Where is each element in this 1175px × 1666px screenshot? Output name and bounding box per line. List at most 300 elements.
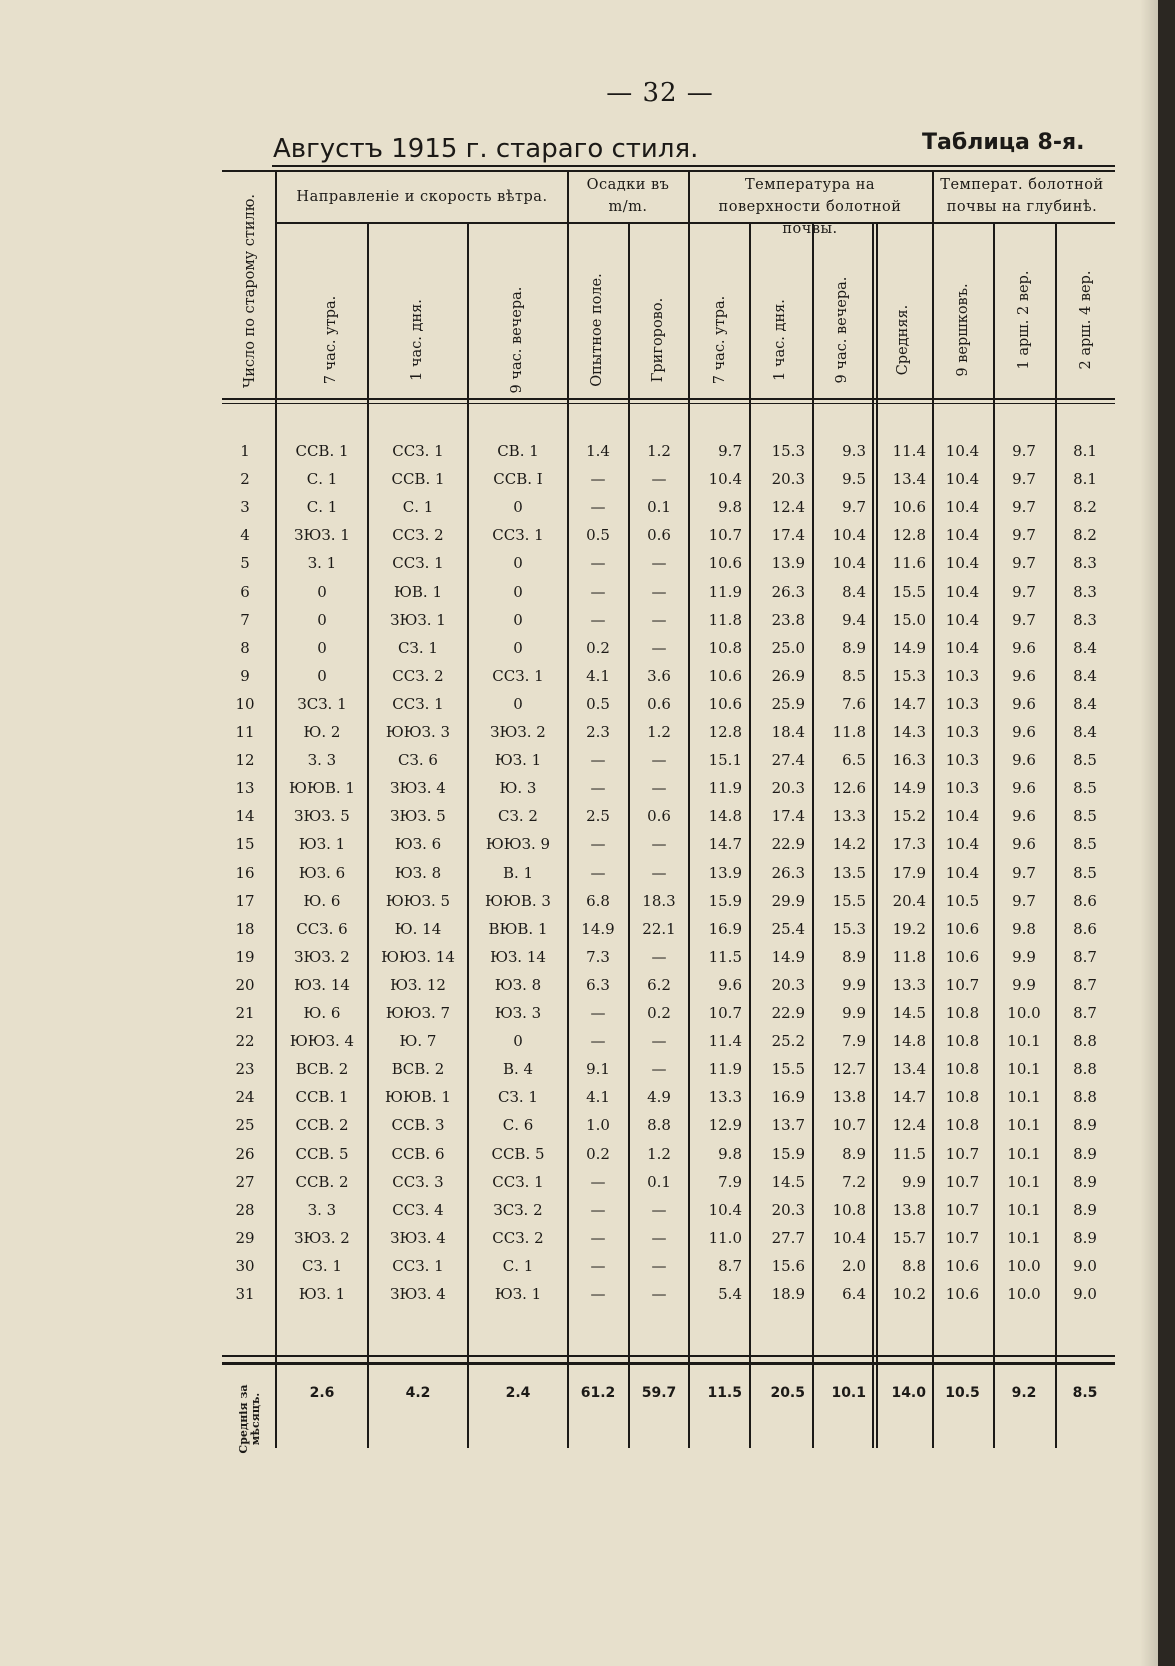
cell-wind-9pm: ЮЗ. 14 — [490, 947, 546, 966]
cell-depth-1a2v: 10.1 — [1007, 1144, 1041, 1163]
cell-surface-7am: 15.1 — [708, 751, 742, 770]
cell-surface-1pm: 20.3 — [771, 779, 805, 798]
cell-surface-9pm: 14.2 — [832, 835, 866, 854]
avg-surface-7am: 11.5 — [707, 1385, 742, 1401]
cell-surface-7am: 9.8 — [718, 1144, 742, 1163]
cell-surface-9pm: 12.7 — [832, 1060, 866, 1079]
cell-precip-field: 9.1 — [586, 1060, 610, 1079]
cell-wind-1pm: ССЗ. 1 — [392, 1256, 444, 1275]
cell-day: 30 — [235, 1256, 255, 1275]
cell-surface-9pm: 13.5 — [832, 863, 866, 882]
cell-precip-grigorovo: 8.8 — [647, 1116, 671, 1135]
averages-label: Среднія за мѣсяцъ. — [237, 1384, 262, 1454]
cell-precip-field: 2.3 — [586, 723, 610, 741]
page-edge-shadow — [1140, 0, 1158, 1666]
cell-depth-1a2v: 9.7 — [1012, 554, 1036, 573]
cell-wind-9pm: ЮЮВ. 3 — [485, 891, 551, 910]
cell-surface-1pm: 13.9 — [771, 554, 805, 573]
avg-depth-1a2v: 9.2 — [1011, 1385, 1037, 1401]
cell-surface-7am: 9.6 — [718, 975, 742, 994]
avg-wind-1pm: 4.2 — [405, 1385, 431, 1401]
cell-surface-7am: 12.9 — [708, 1116, 742, 1135]
cell-wind-7am: С. 1 — [306, 498, 338, 517]
cell-depth-9v: 10.4 — [945, 863, 980, 882]
cell-depth-2a4v: 8.6 — [1073, 891, 1097, 910]
cell-precip-field: 6.8 — [586, 891, 610, 910]
cell-surface-mean: 12.8 — [892, 526, 926, 545]
avg-surface-mean: 14.0 — [891, 1385, 926, 1401]
cell-surface-7am: 10.8 — [708, 638, 742, 657]
cell-surface-mean: 14.9 — [892, 638, 926, 657]
cell-depth-2a4v: 8.1 — [1073, 442, 1097, 460]
cell-wind-7am: Ю. 6 — [303, 1004, 341, 1022]
cell-wind-1pm: ЗЮЗ. 4 — [390, 1285, 446, 1303]
cell-depth-9v: 10.8 — [945, 1088, 980, 1107]
cell-precip-grigorovo: — — [651, 1200, 667, 1219]
header-bottom-rule — [222, 398, 1115, 400]
cell-day: 17 — [235, 891, 255, 910]
page-number: — 32 — — [606, 78, 714, 108]
cell-surface-7am: 16.9 — [708, 919, 742, 938]
cell-precip-field: 2.5 — [586, 807, 610, 826]
cell-depth-9v: 10.8 — [945, 1116, 980, 1135]
cell-day: 9 — [240, 666, 250, 685]
cell-wind-7am: Ю. 2 — [303, 723, 341, 741]
cell-depth-9v: 10.4 — [945, 442, 980, 460]
cell-wind-1pm: ЮВ. 1 — [393, 582, 442, 601]
cell-wind-7am: СЗ. 1 — [302, 1256, 342, 1275]
cell-wind-1pm: С. 1 — [402, 498, 434, 517]
cell-surface-mean: 11.5 — [892, 1144, 926, 1163]
cell-surface-9pm: 10.7 — [832, 1116, 866, 1135]
cell-surface-mean: 14.5 — [892, 1004, 926, 1022]
cell-precip-grigorovo: — — [651, 835, 667, 854]
avg-surface-1pm: 20.5 — [770, 1385, 805, 1401]
cell-wind-1pm: ССЗ. 1 — [392, 554, 444, 573]
cell-day: 31 — [235, 1285, 255, 1303]
avg-depth-9v: 10.5 — [945, 1385, 980, 1401]
cell-wind-1pm: ЮЮВ. 1 — [385, 1088, 451, 1107]
surface-group-header: Температура на поверхности болотной почвы. — [718, 177, 902, 237]
cell-surface-mean: 15.3 — [892, 666, 926, 685]
cell-surface-mean: 13.4 — [892, 1060, 926, 1079]
cell-day: 13 — [235, 779, 255, 798]
cell-wind-7am: 0 — [317, 610, 327, 629]
cell-precip-grigorovo: — — [651, 638, 667, 657]
cell-surface-7am: 13.9 — [708, 863, 742, 882]
cell-surface-1pm: 25.9 — [771, 694, 805, 713]
cell-precip-field: 0.5 — [586, 694, 610, 713]
cell-depth-1a2v: 9.6 — [1012, 807, 1036, 826]
cell-precip-grigorovo: — — [651, 582, 667, 601]
cell-surface-7am: 10.7 — [708, 1004, 742, 1022]
cell-surface-mean: 15.2 — [892, 807, 926, 826]
surface-1pm-header: 1 час. дня. — [772, 299, 788, 381]
cell-wind-1pm: ЗЮЗ. 1 — [390, 610, 446, 629]
cell-precip-grigorovo: — — [651, 779, 667, 798]
cell-surface-9pm: 10.8 — [832, 1200, 866, 1219]
cell-wind-7am: ЮЗ. 6 — [298, 863, 346, 882]
cell-depth-2a4v: 8.5 — [1073, 779, 1097, 798]
cell-surface-mean: 15.0 — [892, 610, 926, 629]
table-label: Таблица 8-я. — [922, 130, 1085, 155]
cell-depth-9v: 10.3 — [945, 751, 980, 770]
cell-precip-field: 14.9 — [581, 919, 615, 938]
cell-surface-1pm: 20.3 — [771, 1200, 805, 1219]
cell-surface-9pm: 2.0 — [842, 1256, 866, 1275]
cell-precip-grigorovo: — — [651, 554, 667, 573]
cell-depth-1a2v: 9.8 — [1012, 919, 1036, 938]
depth-1a2v-header: 1 арш. 2 вер. — [1016, 270, 1032, 370]
cell-depth-1a2v: 9.7 — [1012, 582, 1036, 601]
cell-precip-grigorovo: — — [651, 1256, 667, 1275]
cell-precip-grigorovo: 4.9 — [647, 1088, 671, 1107]
cell-wind-1pm: ССЗ. 4 — [392, 1200, 444, 1219]
cell-depth-9v: 10.8 — [945, 1004, 980, 1022]
cell-surface-1pm: 13.7 — [771, 1116, 805, 1135]
cell-precip-grigorovo: — — [651, 1032, 667, 1051]
cell-depth-2a4v: 8.4 — [1073, 694, 1097, 713]
cell-wind-1pm: ЮЮЗ. 7 — [385, 1004, 451, 1022]
cell-precip-field: 0.2 — [586, 638, 610, 657]
cell-depth-2a4v: 8.8 — [1073, 1088, 1097, 1107]
cell-precip-grigorovo: 1.2 — [647, 442, 671, 460]
cell-depth-9v: 10.4 — [945, 582, 980, 601]
cell-surface-1pm: 26.3 — [771, 863, 805, 882]
column-divider — [872, 222, 874, 1448]
cell-precip-grigorovo: — — [651, 1285, 667, 1303]
cell-precip-field: — — [590, 1228, 606, 1247]
cell-precip-grigorovo: 0.1 — [647, 1172, 671, 1191]
cell-surface-9pm: 10.4 — [832, 554, 866, 573]
cell-wind-9pm: 0 — [513, 638, 523, 657]
cell-precip-field: — — [590, 1032, 606, 1051]
cell-wind-9pm: Ю. 3 — [499, 779, 537, 798]
cell-wind-9pm: ЮЗ. 3 — [494, 1004, 542, 1022]
cell-wind-1pm: ЗЮЗ. 4 — [390, 779, 446, 798]
cell-depth-2a4v: 8.1 — [1073, 470, 1097, 489]
cell-depth-2a4v: 8.4 — [1073, 723, 1097, 741]
cell-depth-1a2v: 10.1 — [1007, 1116, 1041, 1135]
cell-wind-9pm: ЗЮЗ. 2 — [490, 723, 546, 741]
cell-depth-9v: 10.6 — [945, 919, 980, 938]
cell-precip-grigorovo: 1.2 — [647, 1144, 671, 1163]
cell-precip-grigorovo: 3.6 — [647, 666, 671, 685]
cell-wind-1pm: ЮЮЗ. 3 — [385, 723, 451, 741]
cell-depth-1a2v: 10.1 — [1007, 1200, 1041, 1219]
cell-precip-grigorovo: 0.2 — [647, 1004, 671, 1022]
precip-field-header: Опытное поле. — [589, 273, 605, 387]
table-top-rule — [222, 170, 1115, 172]
cell-wind-1pm: ССЗ. 1 — [392, 694, 444, 713]
body-bottom-rule — [222, 1355, 1115, 1357]
cell-depth-9v: 10.4 — [945, 610, 980, 629]
cell-precip-field: — — [590, 751, 606, 770]
cell-surface-9pm: 9.4 — [842, 610, 866, 629]
cell-wind-9pm: В. 1 — [502, 863, 534, 882]
cell-wind-7am: ВСВ. 2 — [295, 1060, 349, 1079]
cell-wind-1pm: ЮЗ. 8 — [394, 863, 442, 882]
cell-precip-grigorovo: — — [651, 1228, 667, 1247]
cell-surface-9pm: 9.5 — [842, 470, 866, 489]
cell-surface-9pm: 7.2 — [842, 1172, 866, 1191]
wind-9pm-header: 9 час. вечера. — [509, 286, 525, 394]
cell-day: 5 — [240, 554, 250, 573]
cell-surface-9pm: 12.6 — [832, 779, 866, 798]
cell-wind-1pm: ЗЮЗ. 4 — [390, 1228, 446, 1247]
cell-day: 15 — [235, 835, 255, 854]
cell-surface-7am: 9.8 — [718, 498, 742, 517]
cell-precip-field: — — [590, 863, 606, 882]
cell-wind-7am: ЮЮВ. 1 — [289, 779, 355, 798]
cell-depth-1a2v: 9.7 — [1012, 526, 1036, 545]
cell-precip-grigorovo: 0.6 — [647, 807, 671, 826]
cell-precip-grigorovo: 22.1 — [642, 919, 676, 938]
cell-depth-1a2v: 9.7 — [1012, 891, 1036, 910]
cell-precip-field: 4.1 — [586, 666, 610, 685]
cell-day: 3 — [240, 498, 250, 517]
cell-day: 6 — [240, 582, 250, 601]
cell-precip-grigorovo: — — [651, 610, 667, 629]
cell-precip-grigorovo: 0.1 — [647, 498, 671, 517]
cell-surface-1pm: 18.4 — [771, 723, 805, 741]
surface-9pm-header: 9 час. вечера. — [834, 276, 850, 384]
cell-precip-field: — — [590, 498, 606, 517]
cell-precip-field: — — [590, 610, 606, 629]
cell-wind-9pm: ССЗ. 2 — [492, 1228, 544, 1247]
cell-wind-1pm: ССЗ. 2 — [392, 666, 444, 685]
cell-wind-9pm: С. 6 — [502, 1116, 534, 1135]
avg-wind-7am: 2.6 — [309, 1385, 335, 1401]
cell-wind-9pm: 0 — [513, 610, 523, 629]
cell-surface-9pm: 6.5 — [842, 751, 866, 770]
column-divider — [628, 222, 630, 1448]
cell-surface-mean: 14.7 — [892, 1088, 926, 1107]
cell-surface-mean: 15.5 — [892, 582, 926, 601]
cell-surface-1pm: 29.9 — [771, 891, 805, 910]
cell-depth-9v: 10.6 — [945, 1256, 980, 1275]
cell-surface-9pm: 15.3 — [832, 919, 866, 938]
cell-surface-1pm: 26.3 — [771, 582, 805, 601]
cell-wind-9pm: 0 — [513, 582, 523, 601]
cell-depth-9v: 10.4 — [945, 498, 980, 517]
cell-depth-9v: 10.6 — [945, 1285, 980, 1303]
cell-depth-9v: 10.6 — [945, 947, 980, 966]
cell-precip-field: — — [590, 470, 606, 489]
cell-surface-1pm: 26.9 — [771, 666, 805, 685]
cell-precip-grigorovo: — — [651, 470, 667, 489]
cell-precip-grigorovo: — — [651, 863, 667, 882]
cell-wind-9pm: ЮЗ. 8 — [494, 975, 542, 994]
cell-day: 18 — [235, 919, 255, 938]
cell-precip-field: — — [590, 835, 606, 854]
cell-depth-2a4v: 8.4 — [1073, 638, 1097, 657]
cell-surface-1pm: 14.5 — [771, 1172, 805, 1191]
cell-surface-9pm: 7.9 — [842, 1032, 866, 1051]
cell-wind-7am: З. 3 — [307, 751, 337, 770]
cell-wind-7am: ССВ. 5 — [295, 1144, 349, 1163]
cell-wind-7am: З. 3 — [307, 1200, 337, 1219]
cell-precip-grigorovo: 0.6 — [647, 526, 671, 545]
cell-surface-mean: 14.7 — [892, 694, 926, 713]
cell-depth-2a4v: 8.3 — [1073, 610, 1097, 629]
cell-day: 26 — [235, 1144, 255, 1163]
cell-precip-field: — — [590, 1285, 606, 1303]
cell-surface-9pm: 8.5 — [842, 666, 866, 685]
cell-depth-9v: 10.7 — [945, 975, 980, 994]
cell-day: 8 — [240, 638, 250, 657]
cell-wind-1pm: ЗЮЗ. 5 — [390, 807, 446, 826]
cell-precip-grigorovo: — — [651, 751, 667, 770]
cell-surface-1pm: 12.4 — [771, 498, 805, 517]
cell-precip-field: 1.4 — [586, 442, 610, 460]
cell-wind-1pm: ССЗ. 2 — [392, 526, 444, 545]
cell-day: 28 — [235, 1200, 255, 1219]
cell-surface-mean: 14.8 — [892, 1032, 926, 1051]
cell-surface-mean: 13.8 — [892, 1200, 926, 1219]
cell-day: 12 — [235, 751, 255, 770]
avg-precip-field: 61.2 — [580, 1385, 616, 1401]
cell-precip-field: 6.3 — [586, 975, 610, 994]
cell-surface-9pm: 8.9 — [842, 638, 866, 657]
cell-surface-mean: 17.3 — [892, 835, 926, 854]
cell-depth-9v: 10.4 — [945, 526, 980, 545]
cell-precip-field: — — [590, 1256, 606, 1275]
cell-precip-grigorovo: 1.2 — [647, 723, 671, 741]
cell-depth-2a4v: 8.9 — [1073, 1172, 1097, 1191]
wind-group-header: Направленіе и скорость вѣтра. — [296, 189, 548, 205]
cell-wind-9pm: ССЗ. 1 — [492, 1172, 544, 1191]
cell-depth-1a2v: 9.7 — [1012, 442, 1036, 460]
cell-surface-1pm: 23.8 — [771, 610, 805, 629]
cell-surface-1pm: 27.4 — [771, 751, 805, 770]
cell-surface-9pm: 13.3 — [832, 807, 866, 826]
cell-surface-7am: 12.8 — [708, 723, 742, 741]
cell-day: 16 — [235, 863, 255, 882]
cell-wind-7am: ЮЮЗ. 4 — [289, 1032, 355, 1051]
cell-surface-mean: 14.9 — [892, 779, 926, 798]
cell-depth-2a4v: 8.9 — [1073, 1116, 1097, 1135]
cell-wind-9pm: С. 1 — [502, 1256, 534, 1275]
avg-precip-grigorovo: 59.7 — [641, 1385, 677, 1401]
cell-wind-9pm: 0 — [513, 1032, 523, 1051]
cell-wind-7am: С. 1 — [306, 470, 338, 489]
cell-wind-1pm: Ю. 7 — [399, 1032, 437, 1051]
cell-wind-7am: ЗСЗ. 1 — [297, 694, 347, 713]
cell-precip-field: — — [590, 1172, 606, 1191]
cell-depth-1a2v: 9.6 — [1012, 779, 1036, 798]
cell-wind-9pm: ССВ. І — [493, 470, 543, 489]
cell-surface-7am: 14.8 — [708, 807, 742, 826]
cell-wind-7am: 0 — [317, 582, 327, 601]
cell-wind-9pm: ЗСЗ. 2 — [493, 1200, 543, 1219]
cell-wind-7am: ССВ. 1 — [295, 1088, 349, 1107]
cell-depth-2a4v: 8.5 — [1073, 807, 1097, 826]
cell-surface-1pm: 22.9 — [771, 1004, 805, 1022]
cell-precip-field: — — [590, 1004, 606, 1022]
depth-2a4v-header: 2 арш. 4 вер. — [1078, 270, 1094, 370]
cell-wind-9pm: В. 4 — [502, 1060, 534, 1079]
cell-surface-mean: 13.3 — [892, 975, 926, 994]
cell-depth-2a4v: 8.5 — [1073, 751, 1097, 770]
cell-depth-2a4v: 8.4 — [1073, 666, 1097, 685]
cell-depth-2a4v: 8.7 — [1073, 1004, 1097, 1022]
cell-day: 19 — [235, 947, 255, 966]
cell-day: 22 — [235, 1032, 255, 1051]
cell-wind-7am: ССВ. 2 — [295, 1172, 349, 1191]
header-bottom-rule-2 — [222, 403, 1115, 404]
cell-wind-1pm: ЮЗ. 12 — [390, 975, 446, 994]
cell-wind-1pm: СЗ. 6 — [398, 751, 438, 770]
cell-day: 27 — [235, 1172, 255, 1191]
cell-depth-1a2v: 10.1 — [1007, 1060, 1041, 1079]
cell-wind-9pm: ЮЗ. 1 — [494, 1285, 542, 1303]
cell-depth-2a4v: 8.3 — [1073, 554, 1097, 573]
cell-surface-1pm: 17.4 — [771, 526, 805, 545]
cell-depth-2a4v: 9.0 — [1073, 1256, 1097, 1275]
cell-surface-9pm: 8.9 — [842, 947, 866, 966]
cell-day: 21 — [235, 1004, 255, 1022]
cell-surface-7am: 10.6 — [708, 554, 742, 573]
cell-day: 14 — [235, 807, 255, 826]
cell-wind-7am: Ю. 6 — [303, 891, 341, 910]
cell-wind-7am: 0 — [317, 666, 327, 685]
title-underline — [272, 165, 1115, 167]
cell-depth-9v: 10.8 — [945, 1060, 980, 1079]
cell-surface-9pm: 13.8 — [832, 1088, 866, 1107]
cell-wind-9pm: ЮЗ. 1 — [494, 751, 542, 770]
cell-depth-2a4v: 8.8 — [1073, 1032, 1097, 1051]
averages-top-rule — [222, 1362, 1115, 1365]
avg-surface-9pm: 10.1 — [831, 1385, 866, 1401]
cell-depth-1a2v: 9.7 — [1012, 610, 1036, 629]
cell-depth-9v: 10.3 — [945, 723, 980, 741]
cell-surface-9pm: 9.9 — [842, 975, 866, 994]
cell-depth-1a2v: 9.6 — [1012, 835, 1036, 854]
cell-depth-9v: 10.4 — [945, 554, 980, 573]
cell-precip-grigorovo: — — [651, 947, 667, 966]
cell-depth-2a4v: 8.9 — [1073, 1144, 1097, 1163]
cell-precip-grigorovo: 0.6 — [647, 694, 671, 713]
cell-surface-1pm: 14.9 — [771, 947, 805, 966]
cell-surface-1pm: 15.6 — [771, 1256, 805, 1275]
cell-depth-2a4v: 8.7 — [1073, 947, 1097, 966]
cell-surface-7am: 11.5 — [708, 947, 742, 966]
cell-surface-7am: 5.4 — [718, 1285, 742, 1303]
cell-day: 20 — [235, 975, 255, 994]
cell-surface-7am: 11.9 — [708, 779, 742, 798]
cell-surface-9pm: 9.9 — [842, 1004, 866, 1022]
cell-day: 1 — [240, 442, 250, 460]
cell-depth-1a2v: 9.6 — [1012, 723, 1036, 741]
cell-surface-1pm: 20.3 — [771, 975, 805, 994]
cell-wind-9pm: СВ. 1 — [497, 442, 539, 460]
cell-surface-1pm: 16.9 — [771, 1088, 805, 1107]
cell-surface-1pm: 17.4 — [771, 807, 805, 826]
cell-depth-2a4v: 8.7 — [1073, 975, 1097, 994]
cell-depth-2a4v: 8.8 — [1073, 1060, 1097, 1079]
cell-wind-7am: ЗЮЗ. 1 — [294, 526, 350, 545]
cell-surface-7am: 15.9 — [708, 891, 742, 910]
cell-depth-9v: 10.7 — [945, 1200, 980, 1219]
cell-depth-9v: 10.4 — [945, 638, 980, 657]
cell-surface-7am: 9.7 — [718, 442, 742, 460]
cell-surface-7am: 10.6 — [708, 694, 742, 713]
cell-depth-1a2v: 9.7 — [1012, 863, 1036, 882]
cell-surface-7am: 11.9 — [708, 582, 742, 601]
cell-surface-1pm: 27.7 — [771, 1228, 805, 1247]
cell-surface-mean: 13.4 — [892, 470, 926, 489]
